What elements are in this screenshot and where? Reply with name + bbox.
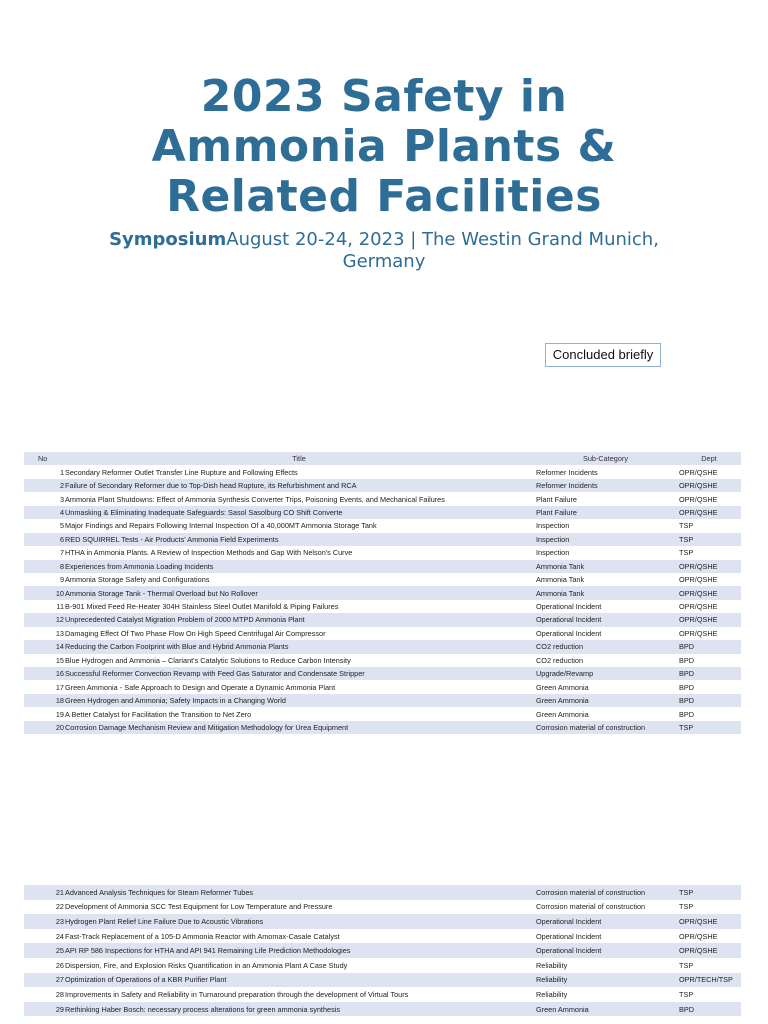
cell-dept: OPR/QSHE — [679, 494, 718, 504]
cell-title: Improvements in Safety and Reliability in Turnaround preparation through the development of Virtual Tours — [65, 989, 409, 999]
cell-sub-category: Corrosion material of construction — [536, 887, 646, 897]
cell-dept: OPR/QSHE — [679, 575, 718, 585]
cell-no: 15 — [55, 655, 64, 665]
cell-title: Fast-Track Replacement of a 105-D Ammonia Reactor with Amomax-Casale Catalyst — [65, 931, 340, 941]
table-body — [24, 885, 741, 1016]
table-row — [24, 546, 741, 559]
table-row — [24, 914, 741, 929]
cell-title: RED SQUIRREL Tests - Air Products' Ammonia Field Experiments — [65, 534, 279, 544]
cell-sub-category: Reliability — [536, 989, 568, 999]
subtitle-bold: Symposium — [109, 229, 227, 250]
table-row — [24, 929, 741, 944]
header-title: Title — [292, 454, 306, 464]
cell-sub-category: Reliability — [536, 975, 568, 985]
table-row — [24, 479, 741, 492]
cell-no: 11 — [56, 602, 64, 612]
cell-no: 8 — [59, 561, 64, 571]
cell-title: HTHA in Ammonia Plants. A Review of Inspection Methods and Gap With Nelson's Curve — [65, 548, 353, 558]
table-row — [24, 973, 741, 988]
cell-dept: TSP — [679, 887, 694, 897]
cell-dept: OPR/QSHE — [679, 507, 718, 517]
cell-sub-category: Inspection — [536, 521, 570, 531]
document-title — [0, 72, 768, 222]
cell-no: 10 — [55, 588, 64, 598]
cell-dept: OPR/QSHE — [679, 615, 718, 625]
cell-no: 12 — [55, 615, 64, 625]
cell-no: 1 — [59, 467, 64, 477]
title-line-1: 2023 Safety in — [200, 71, 568, 122]
table-row — [24, 987, 741, 1002]
cell-dept: TSP — [679, 548, 694, 558]
cell-title: B-901 Mixed Feed Re-Heater 304H Stainless Steel Outlet Manifold & Piping Failures — [65, 602, 339, 612]
cell-no: 14 — [55, 642, 64, 652]
cell-sub-category: Operational Incident — [536, 615, 602, 625]
subtitle-details: August 20-24, 2023 | The Westin Grand Munich, Germany — [226, 229, 659, 272]
cell-sub-category: CO2 reduction — [536, 642, 584, 652]
cell-title: Rethinking Haber Bosch: necessary process alterations for green ammonia synthesis — [65, 1004, 340, 1014]
table-row — [24, 958, 741, 973]
cell-dept: OPR/QSHE — [679, 481, 718, 491]
cell-title: Failure of Secondary Reformer due to Top-Dish head Rupture, its Refurbishment and RCA — [65, 481, 357, 491]
cell-title: Unmasking & Eliminating Inadequate Safeguards: Sasol Sasolburg CO Shift Converte — [65, 507, 343, 517]
table-row — [24, 600, 741, 613]
table-row — [24, 707, 741, 720]
cell-sub-category: Corrosion material of construction — [536, 902, 646, 912]
cell-title: A Better Catalyst for Facilitation the Transition to Net Zero — [65, 709, 252, 719]
cell-sub-category: Upgrade/Revamp — [536, 669, 594, 679]
cell-no: 5 — [59, 521, 64, 531]
cell-sub-category: Inspection — [536, 548, 570, 558]
cell-sub-category: Operational Incident — [536, 628, 602, 638]
table-header-row — [24, 452, 741, 465]
cell-sub-category: Operational Incident — [536, 602, 602, 612]
cell-title: Successful Reformer Convection Revamp with Feed Gas Saturator and Condensate Stripper — [65, 669, 365, 679]
cell-title: Ammonia Plant Shutdowns: Effect of Ammonia Synthesis Converter Trips, Poisoning Events, and Mechanical Failures — [65, 494, 445, 504]
cell-sub-category: Reformer Incidents — [536, 467, 598, 477]
cell-sub-category: Operational Incident — [536, 946, 602, 956]
cell-title: Damaging Effect Of Two Phase Flow On High Speed Centrifugal Air Compressor — [65, 628, 326, 638]
cell-dept: OPR/QSHE — [679, 916, 718, 926]
title-line-3: Related Facilities — [166, 171, 602, 222]
cell-dept: OPR/QSHE — [679, 602, 718, 612]
cell-title: Reducing the Carbon Footprint with Blue and Hybrid Ammonia Plants — [65, 642, 289, 652]
cell-no: 3 — [59, 494, 64, 504]
sessions-table — [24, 452, 741, 734]
cell-dept: TSP — [679, 534, 694, 544]
cell-sub-category: Green Ammonia — [536, 696, 589, 706]
cell-sub-category: Reformer Incidents — [536, 481, 598, 491]
cell-sub-category: CO2 reduction — [536, 655, 584, 665]
cell-title: Advanced Analysis Techniques for Steam Reformer Tubes — [65, 887, 254, 897]
cell-title: Unprecedented Catalyst Migration Problem of 2000 MTPD Ammonia Plant — [65, 615, 305, 625]
table-body — [24, 465, 741, 734]
cell-title: Blue Hydrogen and Ammonia – Clariant's Catalytic Solutions to Reduce Carbon Intensity — [65, 655, 351, 665]
cell-no: 19 — [55, 709, 64, 719]
cell-no: 22 — [55, 902, 64, 912]
header-sub-category: Sub-Category — [582, 454, 629, 464]
table-row — [24, 654, 741, 667]
header-no: No — [38, 454, 48, 464]
cell-title: API RP 586 Inspections for HTHA and API 941 Remaining Life Prediction Methodologies — [65, 946, 351, 956]
cell-dept: OPR/QSHE — [679, 628, 718, 638]
cell-title: Green Ammonia - Safe Approach to Design and Operate a Dynamic Ammonia Plant — [65, 682, 336, 692]
table-row — [24, 586, 741, 599]
cell-dept: TSP — [679, 902, 694, 912]
cell-no: 21 — [55, 887, 64, 897]
table-row — [24, 943, 741, 958]
cell-no: 16 — [55, 669, 64, 679]
cell-sub-category: Ammonia Tank — [536, 588, 585, 598]
cell-no: 13 — [55, 628, 64, 638]
table-row — [24, 492, 741, 505]
cell-dept: BPD — [679, 696, 695, 706]
cell-no: 29 — [55, 1004, 64, 1014]
table-row — [24, 640, 741, 653]
cell-dept: BPD — [679, 682, 695, 692]
cell-no: 27 — [55, 975, 64, 985]
cell-dept: TSP — [679, 722, 694, 732]
cell-no: 9 — [59, 575, 64, 585]
cell-sub-category: Operational Incident — [536, 916, 602, 926]
cell-dept: BPD — [679, 655, 695, 665]
table-row — [24, 533, 741, 546]
cell-no: 28 — [55, 989, 64, 999]
cell-dept: BPD — [679, 642, 695, 652]
cell-sub-category: Ammonia Tank — [536, 575, 585, 585]
header-dept: Dept — [701, 454, 717, 464]
cell-sub-category: Plant Failure — [536, 494, 577, 504]
cell-dept: TSP — [679, 960, 694, 970]
table-row — [24, 900, 741, 915]
cell-no: 17 — [55, 682, 64, 692]
table-row — [24, 506, 741, 519]
table-row — [24, 694, 741, 707]
title-line-2: Ammonia Plants & — [151, 121, 617, 172]
cell-dept: OPR/QSHE — [679, 467, 718, 477]
table-row — [24, 885, 741, 900]
table-row — [24, 721, 741, 734]
cell-no: 18 — [55, 696, 64, 706]
table-row — [24, 465, 741, 478]
table-row — [24, 1002, 741, 1017]
cell-dept: TSP — [679, 989, 694, 999]
cell-title: Dispersion, Fire, and Explosion Risks Quantification in an Ammonia Plant A Case Study — [65, 960, 348, 970]
cell-title: Green Hydrogen and Ammonia; Safety Impacts in a Changing World — [65, 696, 286, 706]
cell-dept: OPR/QSHE — [679, 561, 718, 571]
cell-sub-category: Green Ammonia — [536, 1004, 589, 1014]
cell-no: 20 — [55, 722, 64, 732]
cell-sub-category: Green Ammonia — [536, 709, 589, 719]
sessions-table-continued — [24, 885, 741, 1016]
cell-no: 24 — [55, 931, 64, 941]
cell-sub-category: Inspection — [536, 534, 570, 544]
document-subtitle — [100, 229, 668, 273]
table-row — [24, 667, 741, 680]
cell-dept: BPD — [679, 1004, 695, 1014]
cell-dept: OPR/QSHE — [679, 588, 718, 598]
table-row — [24, 519, 741, 532]
cell-no: 4 — [59, 507, 64, 517]
cell-title: Secondary Reformer Outlet Transfer Line Rupture and Following Effects — [65, 467, 298, 477]
cell-title: Hydrogen Plant Relief Line Failure Due to Acoustic Vibrations — [65, 916, 264, 926]
cell-no: 2 — [59, 481, 64, 491]
cell-no: 25 — [55, 946, 64, 956]
table-row — [24, 613, 741, 626]
table-row — [24, 573, 741, 586]
table-row — [24, 560, 741, 573]
cell-sub-category: Ammonia Tank — [536, 561, 585, 571]
table-row — [24, 680, 741, 693]
cell-title: Development of Ammonia SCC Test Equipment for Low Temperature and Pressure — [65, 902, 333, 912]
cell-dept: OPR/TECH/TSP — [679, 975, 733, 985]
cell-title: Experiences from Ammonia Loading Incidents — [65, 561, 214, 571]
status-badge: Concluded briefly — [545, 343, 661, 367]
table-row — [24, 627, 741, 640]
cell-no: 23 — [55, 916, 64, 926]
cell-no: 26 — [55, 960, 64, 970]
cell-dept: OPR/QSHE — [679, 946, 718, 956]
cell-title: Corrosion Damage Mechanism Review and Mitigation Methodology for Urea Equipment — [65, 722, 349, 732]
cell-title: Ammonia Storage Safety and Configurations — [65, 575, 210, 585]
cell-sub-category: Reliability — [536, 960, 568, 970]
cell-sub-category: Plant Failure — [536, 507, 577, 517]
cell-sub-category: Operational Incident — [536, 931, 602, 941]
cell-title: Optimization of Operations of a KBR Purifier Plant — [65, 975, 227, 985]
cell-sub-category: Green Ammonia — [536, 682, 589, 692]
cell-no: 6 — [59, 534, 64, 544]
cell-title: Major Findings and Repairs Following Internal Inspection Of a 40,000MT Ammonia Storage Tank — [65, 521, 377, 531]
cell-no: 7 — [59, 548, 64, 558]
cell-dept: TSP — [679, 521, 694, 531]
cell-title: Ammonia Storage Tank - Thermal Overload but No Rollover — [65, 588, 258, 598]
cell-dept: BPD — [679, 669, 695, 679]
cell-dept: OPR/QSHE — [679, 931, 718, 941]
cell-sub-category: Corrosion material of construction — [536, 722, 646, 732]
cell-dept: BPD — [679, 709, 695, 719]
